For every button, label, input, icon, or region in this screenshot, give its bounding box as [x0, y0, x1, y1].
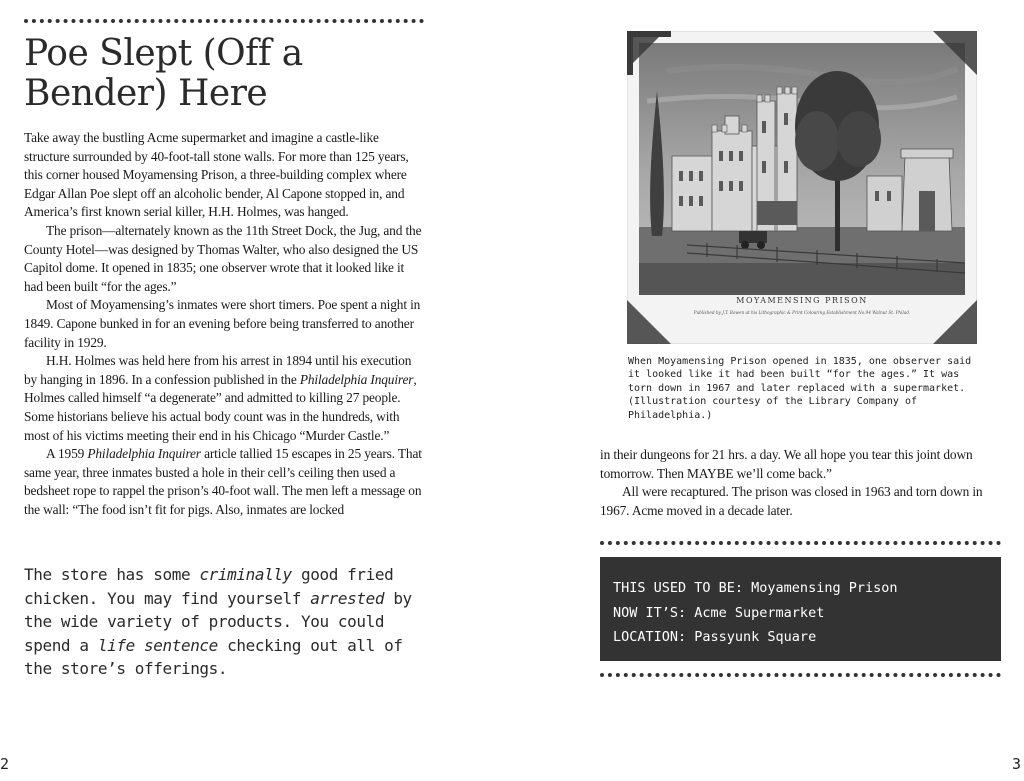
pull-quote — [24, 563, 434, 681]
image-caption: When Moyamensing Prison opened in 1835, one observer said it looked like it had been built “for the ages.” It was torn down in 1967 and later replaced with a supermarket. (Illustration courtesy of the Library Company of Philadelphia.) — [628, 356, 972, 421]
dotted-rule-above-infobox — [600, 541, 1001, 545]
top-dotted-rule-left — [24, 19, 424, 23]
dotted-rule-below-infobox — [600, 673, 1001, 677]
right-body-text — [600, 446, 1000, 520]
page-number-right: 3 — [1012, 755, 1022, 773]
now-its-line: NOW IT’S: Acme Supermarket — [613, 604, 825, 621]
body-paragraph-holmes — [24, 352, 424, 445]
pull-quote-text: checking out all of the store’s offerings. — [24, 635, 403, 678]
page-number-left: 2 — [0, 755, 10, 773]
left-body-text — [24, 129, 424, 519]
engraving-credit: Published by J.T. Bowen at his Lithographic & Print Colouring Establishment No.94 Walnut St. Philad. — [693, 310, 911, 315]
prison-illustration — [627, 31, 977, 344]
newspaper-title: Philadelphia Inquirer — [299, 371, 414, 387]
pull-quote-text: by the wide variety of products. You could spend a — [24, 588, 412, 655]
paragraph-text: H.H. Holmes was held here from his arrest in 1894 until his execution by hanging in 1896. In a confession published in the — [24, 353, 412, 387]
paragraph-text: A 1959 — [46, 446, 88, 462]
pull-quote-text: The store has some — [24, 565, 200, 584]
engraving-title: MOYAMENSING PRISON — [736, 296, 868, 305]
body-paragraph: Most of Moyamensing’s inmates were short timers. Poe spent a night in 1849. Capone bunked in for an evening before being transferred to another facility in 1929. — [24, 297, 421, 350]
body-paragraph-escape — [24, 445, 424, 519]
paragraph-text: article tallied 15 escapes in 25 years. That same year, three inmates busted a hole in their cell’s ceiling then used a bedsheet rope to rappel the prison’s 40-foot wall. The men left a message on the wall: “The food isn’t fit for pigs. Also, inmates are locked — [24, 446, 422, 517]
used-to-be-line: THIS USED TO BE: Moyamensing Prison — [613, 580, 898, 596]
location-line: LOCATION: Passyunk Square — [613, 629, 817, 645]
pull-quote-emphasis: arrested — [310, 588, 385, 608]
pull-quote-text: good fried chicken. You may find yourself — [24, 565, 394, 608]
body-paragraph: in their dungeons for 21 hrs. a day. We all hope you tear this joint down tomorrow. Then MAYBE we’ll come back.” — [600, 447, 973, 481]
body-paragraph: Take away the bustling Acme supermarket and imagine a castle-like structure surrounded by 40-foot-tall stone walls. For more than 125 years, this corner housed Moyamensing Prison, a three-building complex where Edgar Allan Poe slept off an alcoholic bender, Al Capone stopped in, and America’s first known serial killer, H.H. Holmes, was hanged. — [24, 130, 409, 220]
pull-quote-emphasis: life sentence — [97, 635, 218, 655]
paragraph-text: , Holmes called himself “a degenerate” and admitted to killing 27 people. Some historians believe his actual body count was in the hundreds, with most of his victims meeting their end in his Chicago “Murder Castle.” — [24, 371, 417, 443]
body-paragraph: The prison—alternately known as the 11th Street Dock, the Jug, and the County Hotel—was designed by Thomas Walter, who also designed the US Capitol dome. It opened in 1835; one observer wrote that it looked like it had been built “for the ages.” — [24, 222, 422, 294]
body-paragraph: All were recaptured. The prison was closed in 1963 and torn down in 1967. Acme moved in a decade later. — [600, 484, 983, 518]
location-info-box — [600, 557, 1001, 661]
newspaper-title: Philadelphia Inquirer — [87, 446, 201, 462]
pull-quote-emphasis: criminally — [199, 565, 292, 584]
page-title: Poe Slept (Off a Bender) Here — [24, 33, 303, 114]
